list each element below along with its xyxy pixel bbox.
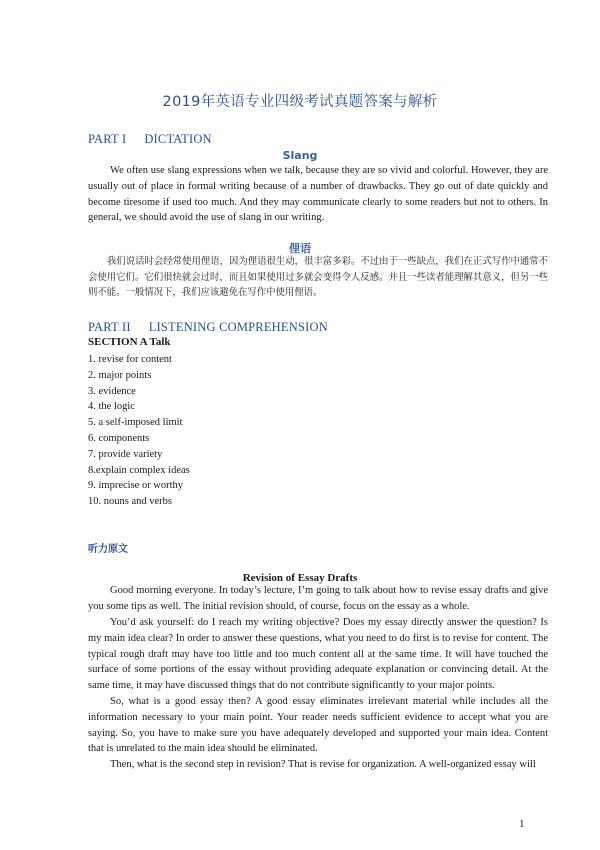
transcript-paragraph-3: So, what is a good essay then? A good essay eliminates irrelevant material while includes all the information necessary to your main point. Your reader needs sufficient evidence to accept what you are saying. So, you have to make sure you have adequately developed and supported your main idea. Content that is unrelated to the main idea should be eliminated. <box>88 696 548 755</box>
transcript-paragraph-1: Good morning everyone. In today’s lecture, I’m going to talk about how to revise essay drafts and give you some tips as well. The initial revision should, of course, focus on the essay as a whole. <box>88 585 548 612</box>
answer-item: 2. major points <box>88 369 152 381</box>
answer-item: 7. provide variety <box>88 448 163 460</box>
slang-chinese-paragraph: 我们说话时会经常使用俚语，因为俚语很生动，很丰富多彩。不过由于一些缺点，我们在正式写作中通常不会使用它们。它们很快就会过时，而且如果使用过多就会变得令人反感。并且一些读者能理解其意义，但另一些则不能。一般情况下，我们应该避免在写作中使用俚语。 <box>88 256 548 299</box>
part1-name: DICTATION <box>144 132 212 146</box>
answer-item: 3. evidence <box>88 385 136 397</box>
section-a-heading: SECTION A Talk <box>88 336 171 348</box>
answer-item: 9. imprecise or worthy <box>88 480 184 492</box>
answer-item: 8.explain complex ideas <box>88 464 190 476</box>
slang-chinese-heading: 俚语 <box>289 242 311 255</box>
answer-item: 1. revise for content <box>88 354 172 365</box>
part2-name: LISTENING COMPREHENSION <box>148 320 328 334</box>
slang-heading: Slang <box>282 149 318 162</box>
answer-item: 4. the logic <box>88 401 135 413</box>
transcript-paragraph-2: You’d ask yourself: do I reach my writing objective? Does my essay directly answer the question? Is my main idea clear? In order to answer these questions, what you need to do first is to revise for content. The typical rough draft may have too little and too much content all at the same time. It will have touched the surface of some portions of the essay without providing adequate explanation or convincing detail. At the same time, it may have discussed things that do not contribute significantly to your major points. <box>88 617 548 692</box>
answer-item: 10. nouns and verbs <box>88 496 172 508</box>
part1-label: PART I <box>88 132 127 146</box>
part2-heading <box>88 320 328 335</box>
answer-item: 6. components <box>88 432 150 444</box>
page-title: 2019年英语专业四级考试真题答案与解析 <box>162 94 438 110</box>
answer-list <box>88 352 190 510</box>
part1-heading <box>88 132 212 147</box>
transcript-label: 听力原文 <box>88 544 128 555</box>
page-number: 1 <box>519 818 525 830</box>
essay-title: Revision of Essay Drafts <box>242 572 358 584</box>
slang-english-paragraph: We often use slang expressions when we talk, because they are so vivid and colorful. However, they are usually out of place in formal writing because of a number of drawbacks. They go out of date quickly and become tiresome if used too much. And they may communicate clearly to some readers but not to others. In general, we should avoid the use of slang in our writing. <box>88 165 548 224</box>
transcript-paragraph-4: Then, what is the second step in revision? That is revise for organization. A well-organized essay will <box>110 759 536 770</box>
part2-label: PART II <box>88 320 131 334</box>
answer-item: 5. a self-imposed limit <box>88 417 183 429</box>
